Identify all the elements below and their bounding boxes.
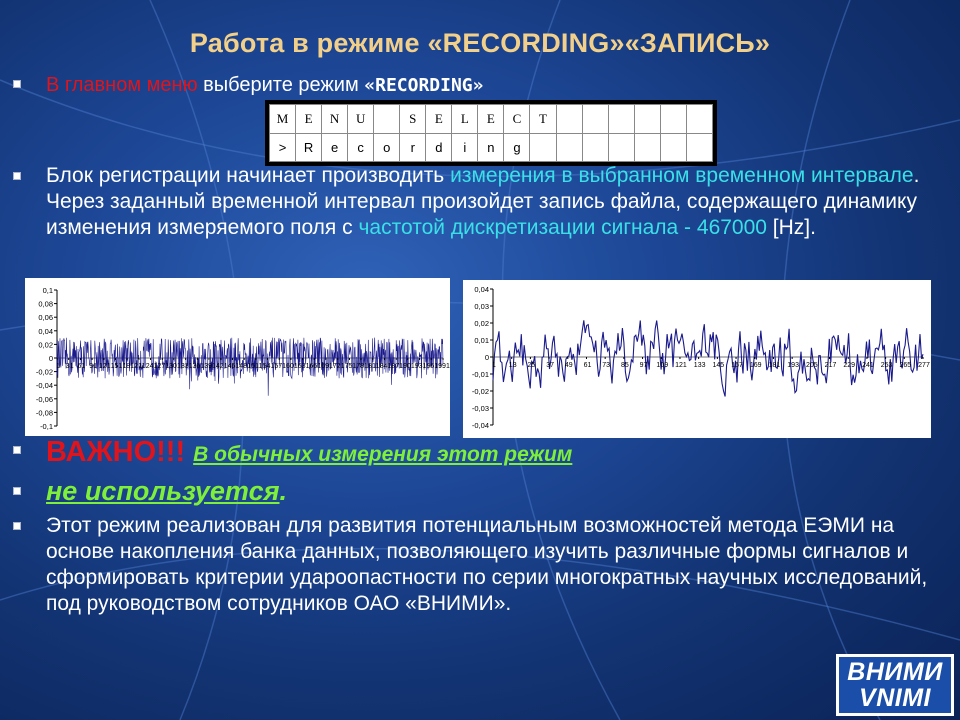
important-label: ВАЖНО!!! bbox=[46, 436, 186, 468]
bullet-marker bbox=[13, 172, 21, 180]
x-tick-label: 901 bbox=[403, 363, 415, 370]
x-tick-label: 331 bbox=[180, 363, 193, 370]
x-tick-label: 217 bbox=[824, 362, 837, 369]
not-used-dot: . bbox=[279, 476, 288, 506]
y-tick-label: -0,02 bbox=[471, 387, 489, 396]
x-tick-label: 961 bbox=[426, 363, 439, 370]
x-tick-label: 97 bbox=[639, 362, 648, 369]
x-tick-label: 751 bbox=[344, 363, 357, 370]
menu-cell: E bbox=[426, 105, 452, 134]
y-tick-label: 0,03 bbox=[474, 302, 489, 311]
x-tick-label: 49 bbox=[564, 362, 573, 369]
registration-text-1: Блок регистрации начинает производить bbox=[46, 164, 451, 187]
y-tick-label: 0 bbox=[484, 353, 489, 362]
x-tick-label: 631 bbox=[297, 363, 310, 370]
x-tick-label: 193 bbox=[787, 362, 799, 369]
x-tick-label: 91 bbox=[89, 363, 97, 370]
x-tick-label: 271 bbox=[157, 363, 170, 370]
y-tick-label: 0,1 bbox=[42, 286, 53, 295]
menu-cell bbox=[374, 105, 400, 134]
menu-cell bbox=[608, 134, 634, 162]
menu-cell: L bbox=[452, 105, 478, 134]
menu-cell: N bbox=[322, 105, 348, 134]
menu-cell: E bbox=[296, 105, 322, 134]
x-tick-label: 181 bbox=[122, 363, 135, 370]
y-tick-label: 0,04 bbox=[474, 285, 489, 294]
x-tick-label: 691 bbox=[321, 363, 333, 370]
bullet-select-mode bbox=[46, 72, 483, 99]
x-tick-label: 145 bbox=[712, 362, 725, 369]
main-menu-text: В главном меню bbox=[46, 74, 198, 96]
y-tick-label: 0,02 bbox=[38, 340, 53, 350]
menu-cell: g bbox=[504, 134, 530, 162]
menu-cell: U bbox=[348, 105, 374, 134]
menu-cell bbox=[530, 134, 556, 162]
vnimi-logo bbox=[836, 654, 954, 716]
x-tick-label: 571 bbox=[274, 363, 287, 370]
menu-cell bbox=[582, 105, 608, 134]
page-title: Работа в режиме «RECORDING»«ЗАПИСЬ» bbox=[189, 28, 771, 58]
menu-cell bbox=[634, 134, 660, 162]
menu-cell bbox=[556, 134, 582, 162]
important-notice bbox=[46, 436, 572, 469]
x-tick-label: 277 bbox=[918, 362, 930, 369]
x-tick-label: 1 bbox=[492, 362, 496, 369]
x-tick-label: 61 bbox=[77, 363, 86, 370]
menu-cell: c bbox=[348, 134, 374, 162]
not-used-text: не используется bbox=[46, 476, 280, 506]
y-tick-label: 0,06 bbox=[38, 313, 53, 323]
x-tick-label: 241 bbox=[145, 363, 158, 370]
registration-text-2: . Через заданный временной интервал произойдет запись файла, содержащего динамику изменения измеряемого поля с bbox=[46, 164, 920, 239]
x-tick-label: 31 bbox=[65, 363, 74, 370]
menu-cell: T bbox=[530, 105, 556, 134]
x-tick-label: 85 bbox=[620, 362, 629, 369]
y-tick-label: -0,06 bbox=[35, 394, 53, 404]
x-tick-label: 841 bbox=[379, 363, 392, 370]
x-tick-label: 361 bbox=[192, 363, 205, 370]
bullet-marker bbox=[13, 80, 21, 88]
menu-cell bbox=[660, 105, 686, 134]
x-tick-label: 265 bbox=[899, 362, 912, 369]
menu-cell: S bbox=[400, 105, 426, 134]
menu-cell bbox=[634, 105, 660, 134]
x-tick-label: 121 bbox=[675, 362, 687, 369]
menu-cell: > bbox=[270, 134, 296, 162]
measurement-interval-text: измерения в выбранном временном интервале bbox=[450, 164, 914, 187]
y-tick-label: -0,04 bbox=[35, 381, 53, 391]
y-tick-label: 0,02 bbox=[474, 319, 489, 328]
y-tick-label: -0,04 bbox=[471, 421, 489, 430]
menu-cell: E bbox=[478, 105, 504, 134]
menu-select-display bbox=[265, 100, 717, 166]
hz-unit-text: [Hz]. bbox=[766, 216, 816, 239]
menu-cell: M bbox=[270, 105, 296, 134]
important-text: В обычных измерения этот режим bbox=[193, 443, 573, 466]
x-tick-label: 991 bbox=[438, 363, 450, 370]
x-tick-label: 133 bbox=[693, 362, 706, 369]
menu-cell: o bbox=[374, 134, 400, 162]
bullet-mode-purpose: Этот режим реализован для развития потенциальным возможностей метода ЕЭМИ на основе накопления банка данных, позволяющего изучить различные формы сигналов и сформировать критерии удароопастности по серии многократных научных исследований, под руководством сотрудников ОАО «ВНИМИ». bbox=[46, 514, 928, 615]
signal-series-line bbox=[493, 320, 923, 396]
x-tick-label: 811 bbox=[368, 363, 380, 370]
signal-chart-full bbox=[25, 278, 450, 436]
x-tick-label: 25 bbox=[527, 362, 536, 369]
menu-cell bbox=[686, 134, 712, 162]
menu-cell: n bbox=[478, 134, 504, 162]
x-tick-label: 391 bbox=[204, 363, 216, 370]
menu-cell: d bbox=[426, 134, 452, 162]
menu-cell bbox=[686, 105, 712, 134]
x-tick-label: 871 bbox=[391, 363, 404, 370]
y-tick-label: 0,08 bbox=[38, 299, 53, 309]
menu-cell bbox=[660, 134, 686, 162]
y-tick-label: -0,01 bbox=[471, 370, 489, 379]
x-tick-label: 1 bbox=[56, 363, 60, 370]
menu-cell: C bbox=[504, 105, 530, 134]
x-tick-label: 241 bbox=[862, 362, 874, 369]
x-tick-label: 229 bbox=[843, 362, 856, 369]
signal-chart-zoom-svg bbox=[463, 280, 931, 438]
menu-cell bbox=[582, 134, 608, 162]
x-tick-label: 169 bbox=[749, 362, 762, 369]
menu-cell: e bbox=[322, 134, 348, 162]
logo-line-ru: ВНИМИ bbox=[847, 658, 943, 686]
recording-mode-label: «RECORDING» bbox=[364, 75, 484, 96]
x-tick-label: 157 bbox=[731, 362, 743, 369]
menu-cell: i bbox=[452, 134, 478, 162]
x-tick-label: 37 bbox=[546, 362, 554, 369]
x-tick-label: 151 bbox=[110, 363, 123, 370]
bullet-marker bbox=[13, 487, 21, 495]
y-tick-label: 0,04 bbox=[38, 326, 53, 336]
x-tick-label: 211 bbox=[134, 363, 146, 370]
not-used-notice bbox=[46, 476, 287, 507]
signal-chart-full-svg bbox=[25, 278, 450, 436]
x-tick-label: 73 bbox=[602, 362, 611, 369]
select-mode-text: выберите режим bbox=[197, 74, 365, 96]
bullet-marker bbox=[13, 522, 21, 530]
x-tick-label: 253 bbox=[880, 362, 893, 369]
x-tick-label: 781 bbox=[356, 363, 368, 370]
x-tick-label: 109 bbox=[656, 362, 669, 369]
y-tick-label: 0 bbox=[48, 354, 53, 363]
x-tick-label: 721 bbox=[332, 363, 345, 370]
y-tick-label: -0,03 bbox=[471, 404, 489, 413]
y-tick-label: -0,08 bbox=[35, 408, 53, 418]
x-tick-label: 61 bbox=[583, 362, 592, 369]
sampling-rate-text: частотой дискретизации сигнала - 467000 bbox=[358, 216, 767, 239]
x-tick-label: 931 bbox=[414, 363, 427, 370]
bullet-registration-block bbox=[46, 163, 926, 241]
x-tick-label: 301 bbox=[169, 363, 181, 370]
y-tick-label: -0,02 bbox=[35, 367, 53, 377]
x-tick-label: 661 bbox=[309, 363, 322, 370]
logo-line-en: VNIMI bbox=[859, 684, 931, 712]
x-tick-label: 421 bbox=[215, 363, 228, 370]
menu-cell bbox=[608, 105, 634, 134]
menu-cell bbox=[556, 105, 582, 134]
y-tick-label: -0,1 bbox=[40, 422, 53, 431]
menu-cell: R bbox=[296, 134, 322, 162]
menu-cell: r bbox=[400, 134, 426, 162]
x-tick-label: 481 bbox=[239, 363, 251, 370]
x-tick-label: 541 bbox=[262, 363, 275, 370]
x-tick-label: 205 bbox=[805, 362, 818, 369]
x-tick-label: 511 bbox=[251, 363, 263, 370]
x-tick-label: 181 bbox=[768, 362, 781, 369]
x-tick-label: 601 bbox=[286, 363, 298, 370]
bullet-marker bbox=[13, 446, 21, 454]
x-tick-label: 451 bbox=[227, 363, 240, 370]
x-tick-label: 13 bbox=[508, 362, 517, 369]
y-tick-label: 0,01 bbox=[474, 336, 489, 345]
signal-chart-zoom bbox=[463, 280, 931, 438]
x-tick-label: 121 bbox=[98, 363, 111, 370]
